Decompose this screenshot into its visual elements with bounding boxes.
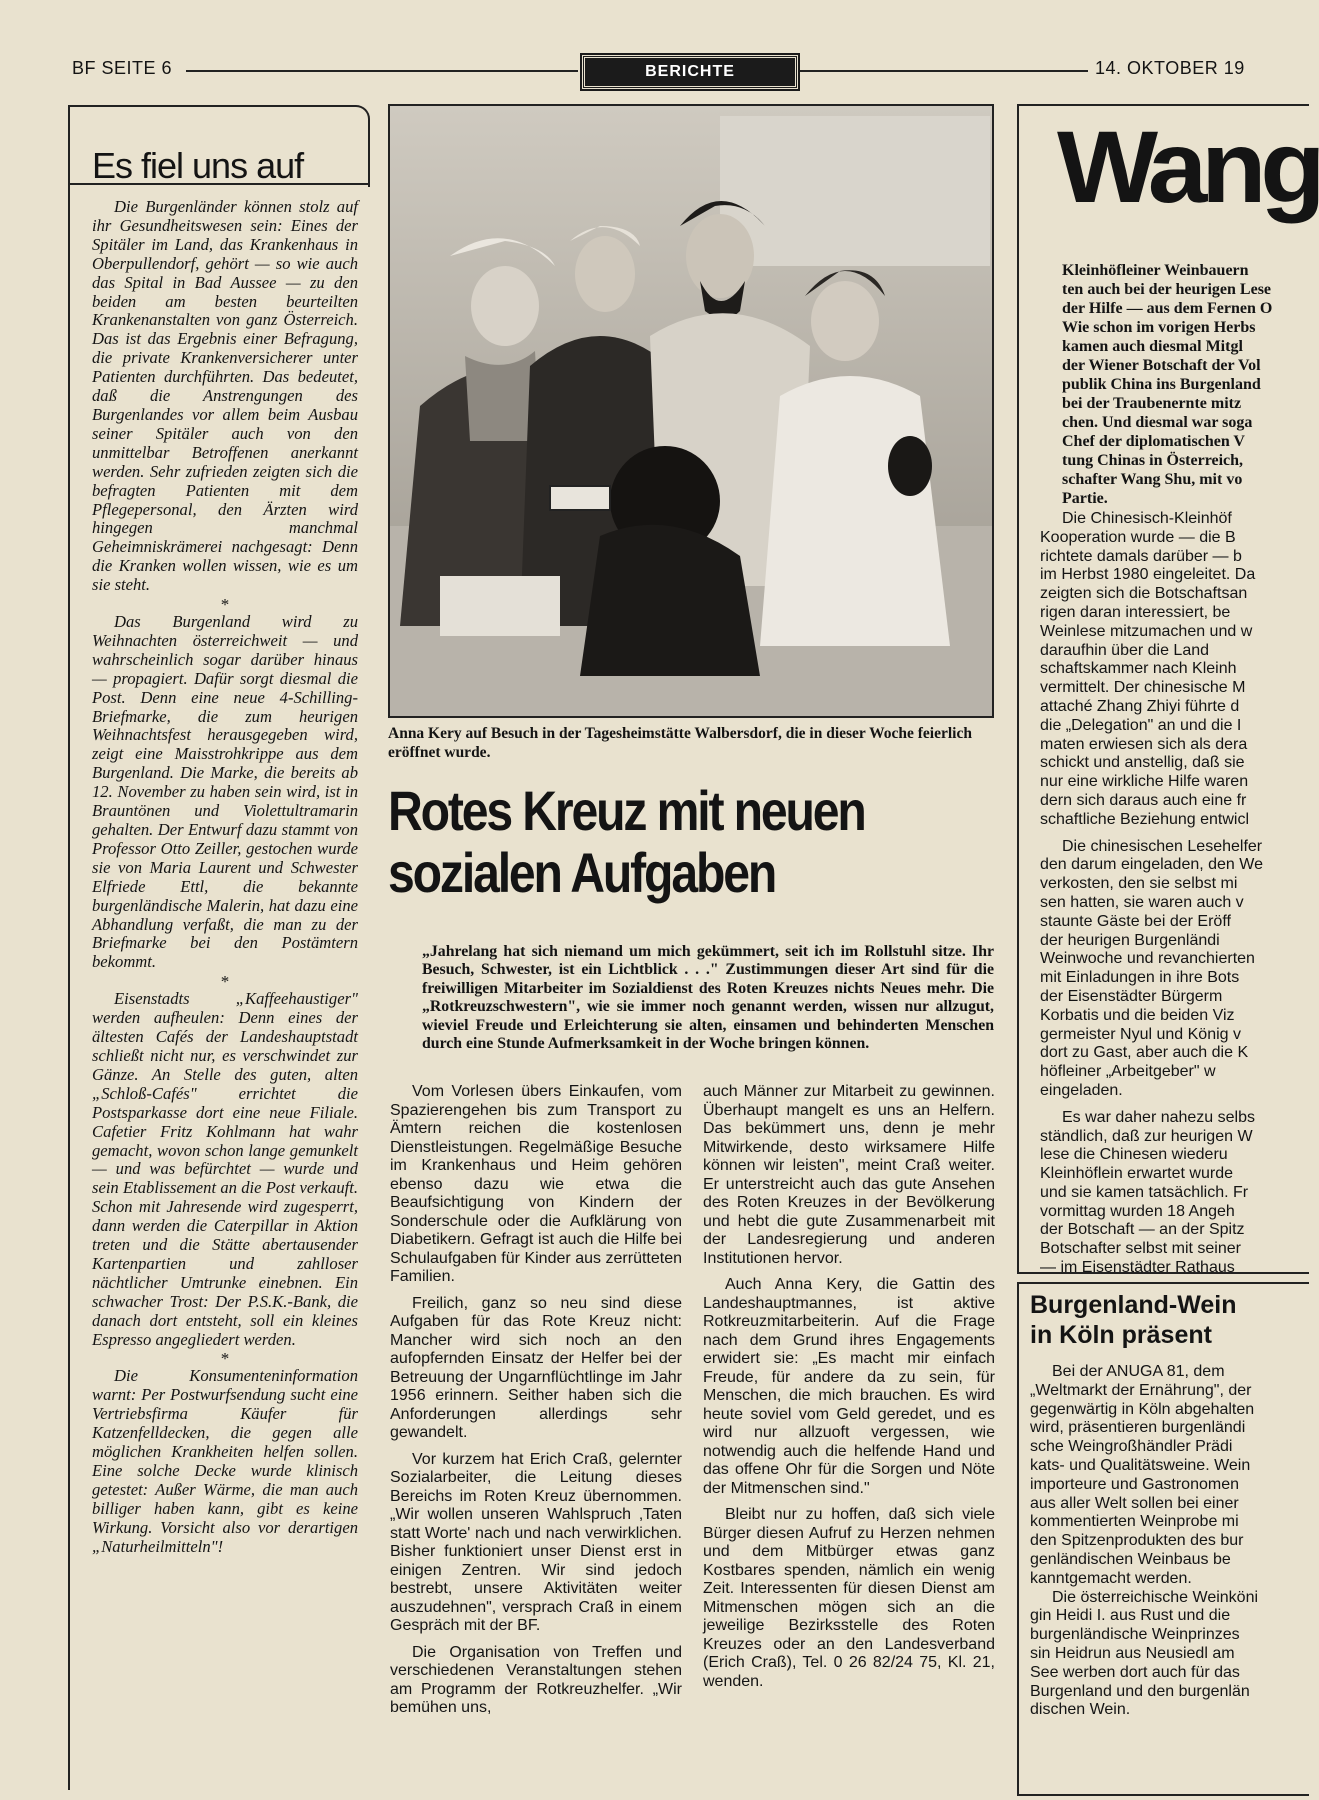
text-line: attaché Zhang Zhiyi führte d (1040, 697, 1240, 715)
paragraph: Vor kurzem hat Erich Craß, gelernter Sozialarbeiter, die Leitung dieses Bereichs im Roten Kreuz übernommen. „Wir wollen unseren Wahlspruch ‚Taten statt Worte' nach und nach verwirklichen. Bisher funktioniert unser Dienst erst in einigen Zentren. Wir sind jedoch bestrebt, unsere Aktivitäten weiter auszudehnen", versprach Craß in einem Gespräch mit der BF. (390, 1450, 682, 1634)
text-line: zeigten sich die Botschaftsan (1040, 585, 1248, 603)
text-line: genländischen Weinbaus be (1030, 1550, 1231, 1568)
paragraph: Freilich, ganz so neu sind diese Aufgaben für das Rote Kreuz nicht: Mancher wird sich noch an den aufopfernden Einsatz der Helfer bei der Betreuung der Ungarnflüchtlinge im Jahr 1956 erinnern. Seither haben sich die Anforderungen allerdings sehr gewandelt. (390, 1294, 682, 1441)
text-line: daraufhin über die Land (1040, 641, 1210, 659)
text-line: der Eisenstädter Bürgerm (1040, 987, 1223, 1005)
text-line: kamen auch diesmal Mitgl (1062, 338, 1243, 355)
text-line: lese die Chinesen wiederu (1040, 1146, 1228, 1164)
news-photo (388, 104, 994, 718)
text-line: nur eine wirkliche Hilfe waren (1040, 773, 1249, 791)
text-line: gegenwärtig in Köln abgehalten (1030, 1400, 1255, 1418)
text-line: sche Weingroßhändler Prädi (1030, 1438, 1233, 1456)
text-line: Die Chinesisch-Kleinhöf (1062, 510, 1232, 527)
column-item: Die Konsumenteninformation warnt: Per Postwurfsendung sucht eine Vertriebsfirma Käufer für Katzenfelldecken, die gegen alle möglichen Krankheiten helfen sollen. Eine solche Decke wurde klinisch getestet: Außer Wärme, die man auch billiger haben kann, gibt es keine Wirkung. Vorsicht also vor derartigen „Naturheilmitteln"! (92, 1366, 358, 1556)
text-line: publik China ins Burgenland (1062, 376, 1261, 393)
text-line: Burgenland und den burgenlän (1030, 1682, 1250, 1700)
text-line: höfleiner „Arbeitgeber" w (1040, 1063, 1216, 1081)
wine-body (1030, 1363, 1300, 1720)
photo-illustration (390, 106, 992, 716)
right-lead (1040, 261, 1310, 508)
text-line: schaftliche Beziehung entwicl (1040, 810, 1250, 828)
text-line: richtete damals darüber — b (1040, 547, 1242, 565)
text-line: „Weltmarkt der Ernährung", der (1030, 1381, 1252, 1399)
text-line: staunte Gäste bei der Eröff (1040, 912, 1231, 930)
text-line: ständlich, daß zur heurigen W (1040, 1127, 1253, 1145)
text-line: importeure und Gastronomen (1030, 1475, 1239, 1493)
text-line: rigen daran interessiert, be (1040, 603, 1231, 621)
article-lead: „Jahrelang hat sich niemand um mich gekümmert, seit ich im Rollstuhl sitze. Ihr Besuch, Schwester, ist ein Lichtblick . . ." Zustimmungen dieser Art sind für die freiwilligen Mitarbeiter im Sozialdienst des Roten Kreuzes nichts Neues mehr. Die „Rotkreuzschwestern", wie sie immer noch genannt werden, wissen nur allzugut, wieviel Freude und Erleichterung sie alten, einsamen und behinderten Menschen durch eine Stunde Aufmerksamkeit in der Woche bringen können. (422, 943, 994, 1053)
text-line: den Spitzenprodukten des bur (1030, 1532, 1244, 1550)
text-line: den darum eingeladen, den We (1040, 856, 1263, 874)
article-column-b (703, 1083, 995, 1699)
text-line: schafter Wang Shu, mit vo (1062, 471, 1243, 488)
headline-line: in Köln präsent (1030, 1321, 1212, 1349)
text-line: eingeladen. (1040, 1081, 1123, 1099)
text-line: der Wiener Botschaft der Vol (1062, 357, 1261, 374)
text-line: tung Chinas in Österreich, (1062, 452, 1244, 469)
right-body (1040, 510, 1310, 1286)
text-line: verkosten, den sie selbst mi (1040, 875, 1238, 893)
paragraph: Die Organisation von Treffen und verschiedenen Veranstaltungen stehen am Programm der Rotkreuzhelfer. „Wir bemühen uns, (390, 1643, 682, 1716)
text-line: sen hatten, sie waren auch v (1040, 893, 1244, 911)
item-separator: * (220, 1349, 230, 1369)
column-item: Eisenstadts „Kaffeehaustiger" werden aufheulen: Denn eines der ältesten Cafés der Landeshauptstadt schließt nicht nur, es verschwindet zur Gänze. An Stelle des guten, alten „Schloß-Cafés" errichtet die Postsparkasse dort eine neue Filiale. Cafetier Fritz Kohlmann hat wahr gemacht, wovon schon lange gemunkelt — und was befürchtet — wurde und sein Etablissement an die Post verkauft. Schon mit Jahresende wird zugesperrt, dann werden die Caterpillar in Aktion treten und die Stätte abertausender Kartenpartien und zahlloser nächtlicher Umtrunke einebnen. Ein schwacher Trost: Der P.S.K.-Bank, die danach dort entsteht, soll ein kleines Espresso angegliedert werden. (92, 989, 358, 1349)
text-line: wird, präsentieren burgenländi (1030, 1419, 1246, 1437)
text-line: Weinlese mitzumachen und w (1040, 622, 1253, 640)
column-body (92, 198, 358, 1559)
text-line: Chef der diplomatischen V (1062, 433, 1245, 450)
text-line: See werben dort auch für das (1030, 1663, 1240, 1681)
text-line: der heurigen Burgenländi (1040, 931, 1220, 949)
page-label: BF SEITE 6 (72, 58, 173, 78)
section-label: BERICHTE (582, 55, 798, 89)
text-line: Kooperation wurde — die B (1040, 528, 1236, 546)
text-line: aus aller Welt sollen bei einer (1030, 1494, 1239, 1512)
text-line: maten erwiesen sich als dera (1040, 735, 1248, 753)
text-line: Kleinhöflein erwartet wurde (1040, 1165, 1233, 1183)
headline-line: Burgenland-Wein (1030, 1291, 1237, 1319)
text-line: Bei der ANUGA 81, dem (1052, 1363, 1225, 1380)
item-separator: * (220, 595, 230, 615)
paragraph: Vom Vorlesen übers Einkaufen, vom Spazierengehen bis zum Transport zu Ämtern reichen die kostenlosen Dienstleistungen. Regelmäßige Besuche im Krankenhaus und Heim gehören ebenso dazu wie etwa die Beaufsichtigung von Kindern der Sonderschule oder die Aufklärung von Diabetikern. Gefragt ist auch die Hilfe bei Schulaufgaben für Kinder aus zerrütteten Familien. (390, 1083, 682, 1285)
text-line: germeister Nyul und König v (1040, 1025, 1241, 1043)
paragraph: Auch Anna Kery, die Gattin des Landeshauptmannes, ist aktive Rotkreuzmitarbeiterin. Auf die Frage nach dem Grund ihres Engagements erwidert sie: „Es macht mir einfach Freude, für andere da zu sein, für Menschen, die mich brauchen. Es wird heute soviel vom Geld geredet, und es wird nur allzuoft vergessen, wie notwendig auch die helfende Hand und das offene Ohr für die Sorgen und Nöte der Mitmenschen sind." (703, 1276, 995, 1497)
text-line: vormittag wurden 18 Angeh (1040, 1202, 1235, 1220)
text-line: kanntgemacht werden. (1030, 1569, 1192, 1587)
text-line: mit Einladungen in ihre Bots (1040, 969, 1240, 987)
column-item: Das Burgenland wird zu Weihnachten österreichweit — und wahrscheinlich sogar darüber hinaus — propagiert. Dafür sorgt diesmal die Post. Denn eine neue 4-Schilling-Briefmarke, die zum heurigen Weihnachtsfest herausgegeben wird, zeigt eine Maisstrohkrippe aus dem Burgenland. Die Marke, die bereits ab 12. November zu haben sein wird, ist in Brauntönen und Violettultramarin gehalten. Der Entwurf dazu stammt von Professor Otto Zeiller, gestochen wurde sie von Maria Laurent und Schwester Elfriede Ettl, die bekannte burgenländische Malerin, hat dazu eine Abhandlung verfaßt, die man zu der Briefmarke bei den Postämtern bekommt. (92, 612, 358, 972)
text-line: kats- und Qualitätsweine. Wein (1030, 1456, 1251, 1474)
text-line: dischen Wein. (1030, 1701, 1131, 1719)
article-column-a (390, 1083, 682, 1726)
text-line: kommentierten Weinprobe mi (1030, 1513, 1239, 1531)
text-line: gin Heidi I. aus Rust und die (1030, 1607, 1231, 1625)
text-line: im Herbst 1980 eingeleitet. Da (1040, 566, 1256, 584)
text-line: Kleinhöfleiner Weinbauern (1062, 262, 1249, 279)
text-line: ten auch bei der heurigen Lese (1062, 281, 1272, 298)
wine-headline (1030, 1290, 1300, 1350)
header-rule-right (800, 70, 1088, 72)
text-line: Weinwoche und revanchierten (1040, 950, 1255, 968)
headline-line: sozialen Aufgaben (388, 841, 776, 904)
text-line: schickt und anstellig, daß sie (1040, 754, 1245, 772)
item-separator: * (220, 972, 230, 992)
text-line: vermittelt. Der chinesische M (1040, 679, 1246, 697)
text-line: Die österreichische Weinköni (1052, 1588, 1259, 1606)
text-line: bei der Traubenernte mitz (1062, 395, 1242, 412)
paragraph: Bleibt nur zu hoffen, daß sich viele Bürger diesen Aufruf zu Herzen nehmen und dem Mitbürger etwas ganz Kostbares spenden, nämlich ein wenig Zeit. Interessenten für diesen Dienst am Mitmenschen mögen sich an die jeweilige Bezirksstelle des Roten Kreuzes oder an den Landesverband (Erich Craß), Tel. 0 26 82/24 75, Kl. 21, wenden. (703, 1506, 995, 1690)
text-line: chen. Und diesmal war soga (1062, 414, 1253, 431)
text-line: — im Eisenstädter Rathaus (1040, 1259, 1235, 1277)
text-line: und sie kamen tatsächlich. Fr (1040, 1183, 1249, 1201)
paragraph: auch Männer zur Mitarbeit zu gewinnen. Überhaupt mangelt es uns an Helfern. Das bekümmert uns, denn je mehr Mitwirkende, desto wirksamere Hilfe können wir leisten", meint Craß weiter. Er unterstreicht auch das gute Ansehen des Roten Kreuzes in der Bevölkerung und hebt die gute Zusammenarbeit mit der Landesregierung und anderen Institutionen hervor. (703, 1083, 995, 1267)
header-rule-left (186, 70, 578, 72)
text-line: Wie schon im vorigen Herbs (1062, 319, 1256, 336)
text-line: der Hilfe — aus dem Fernen O (1062, 300, 1273, 317)
text-line: burgenländische Weinprinzes (1030, 1626, 1240, 1644)
text-line: sin Heidrun aus Neusiedl am (1030, 1644, 1235, 1662)
article-headline (388, 780, 993, 904)
photo-caption: Anna Kery auf Besuch in der Tagesheimstätte Walbersdorf, die in dieser Woche feierlich eröffnet wurde. (388, 725, 972, 761)
text-line: Es war daher nahezu selbs (1062, 1108, 1255, 1126)
issue-date: 14. OKTOBER 19 (1095, 58, 1245, 78)
text-line: der Botschaft — an der Spitz (1040, 1221, 1245, 1239)
column-title: Es fiel uns auf (92, 145, 304, 186)
right-headline: Wang (1057, 110, 1319, 224)
text-line: dort zu Gast, aber auch die K (1040, 1044, 1249, 1062)
text-line: dern sich daraus auch eine fr (1040, 791, 1247, 809)
text-line: schaftskammer nach Kleinh (1040, 660, 1237, 678)
column-item: Die Burgenländer können stolz auf ihr Gesundheitswesen sein: Eines der Spitäler im Land, das Krankenhaus in Oberpullendorf, gehört — so wie auch das Spital in Bad Aussee — zu den beiden am besten beurteilten Krankenanstalten von ganz Österreich. Das ist das Ergebnis einer Befragung, die private Krankenversicherer unter Patienten durchführten. Das bedeutet, daß die Anstrengungen des Burgenlandes vor allem beim Ausbau seiner Spitäler auch von den unmittelbar Betroffenen anerkannt werden. Sehr zufrieden zeigten sich die befragten Patienten mit dem Pflegepersonal, den Ärzten wird hingegen manchmal Geheimniskrämerei nachgesagt: Denn die Kranken wollen wissen, wie es um sie steht. (92, 197, 358, 595)
text-line: Die chinesischen Lesehelfer (1062, 837, 1263, 855)
text-line: die „Delegation" an und die I (1040, 716, 1242, 734)
text-line: Korbatis und die beiden Viz (1040, 1006, 1235, 1024)
text-line: Partie. (1062, 490, 1108, 507)
text-line: Botschafter selbst mit seiner (1040, 1240, 1241, 1258)
headline-line: Rotes Kreuz mit neuen (388, 779, 865, 842)
